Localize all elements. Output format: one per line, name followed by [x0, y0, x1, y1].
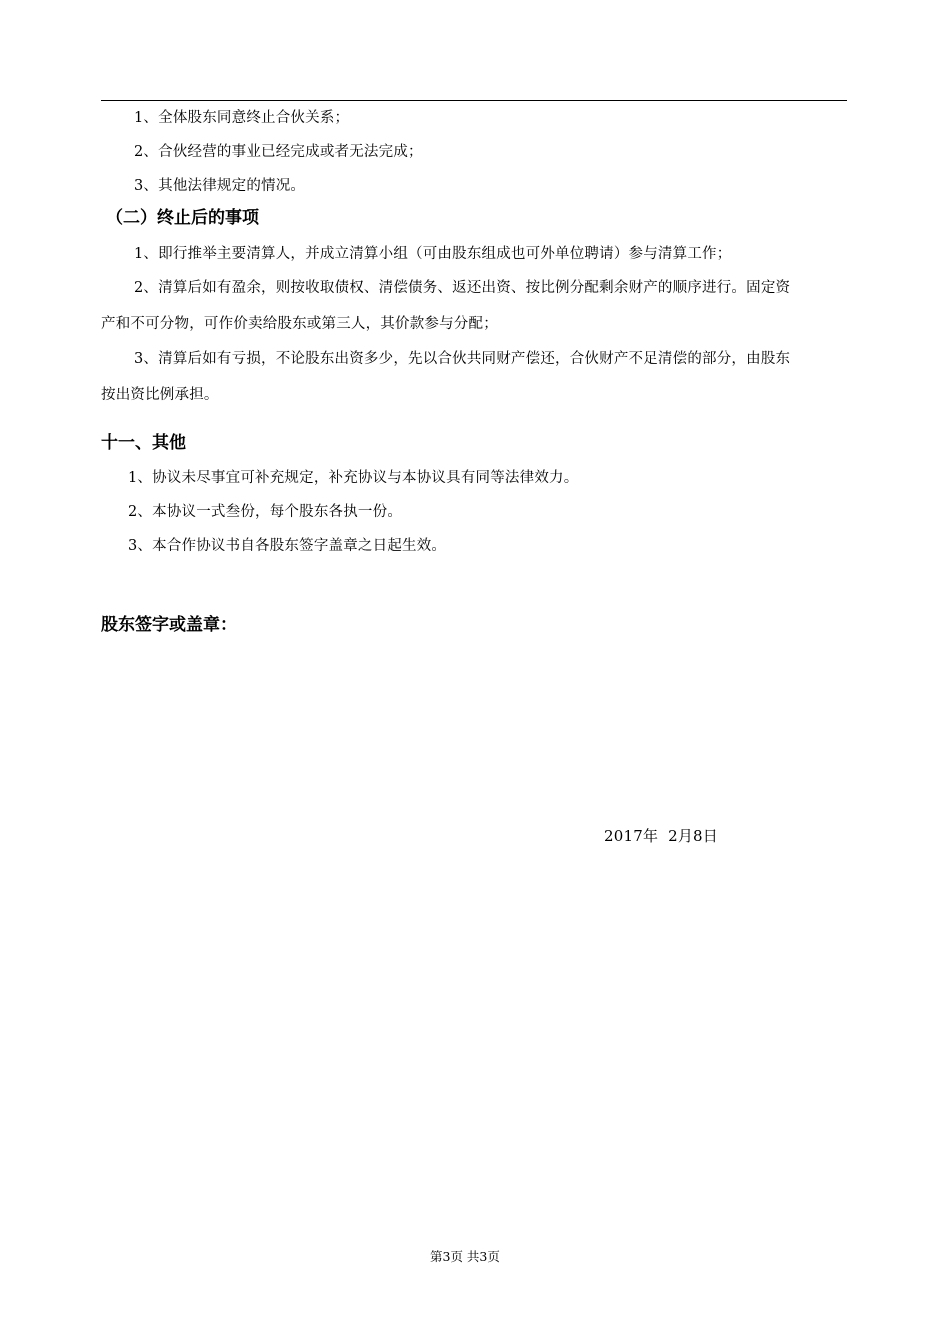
- after-termination-item-3-line-2: 按出资比例承担。: [101, 387, 219, 403]
- after-termination-item-1: 1、即行推举主要清算人，并成立清算小组（可由股东组成也可外单位聘请）参与清算工作；: [134, 246, 732, 262]
- section-eleven-item-2: 2、本协议一式叁份，每个股东各执一份。: [128, 504, 403, 520]
- signature-label: 股东签字或盖章：: [101, 615, 237, 635]
- after-termination-heading: （二）终止后的事项: [106, 208, 259, 228]
- page-footer: 第3页 共3页: [430, 1249, 500, 1264]
- header-rule: [101, 100, 847, 101]
- section-eleven-item-1: 1、协议未尽事宜可补充规定，补充协议与本协议具有同等法律效力。: [128, 470, 579, 486]
- after-termination-item-2-line-2: 产和不可分物，可作价卖给股东或第三人，其价款参与分配；: [101, 316, 498, 332]
- section-eleven-heading: 十一、其他: [101, 433, 186, 453]
- termination-condition-1: 1、全体股东同意终止合伙关系；: [134, 110, 350, 126]
- signing-date: 2017年 2月8日: [604, 827, 718, 845]
- termination-condition-3: 3、其他法律规定的情况。: [134, 178, 306, 194]
- termination-condition-2: 2、合伙经营的事业已经完成或者无法完成；: [134, 144, 423, 160]
- after-termination-item-2-line-1: 2、清算后如有盈余，则按收取债权、清偿债务、返还出资、按比例分配剩余财产的顺序进行。固定资: [134, 280, 791, 296]
- section-eleven-item-3: 3、本合作协议书自各股东签字盖章之日起生效。: [128, 538, 447, 554]
- after-termination-item-3-line-1: 3、清算后如有亏损，不论股东出资多少，先以合伙共同财产偿还，合伙财产不足清偿的部分，由股东: [134, 351, 791, 367]
